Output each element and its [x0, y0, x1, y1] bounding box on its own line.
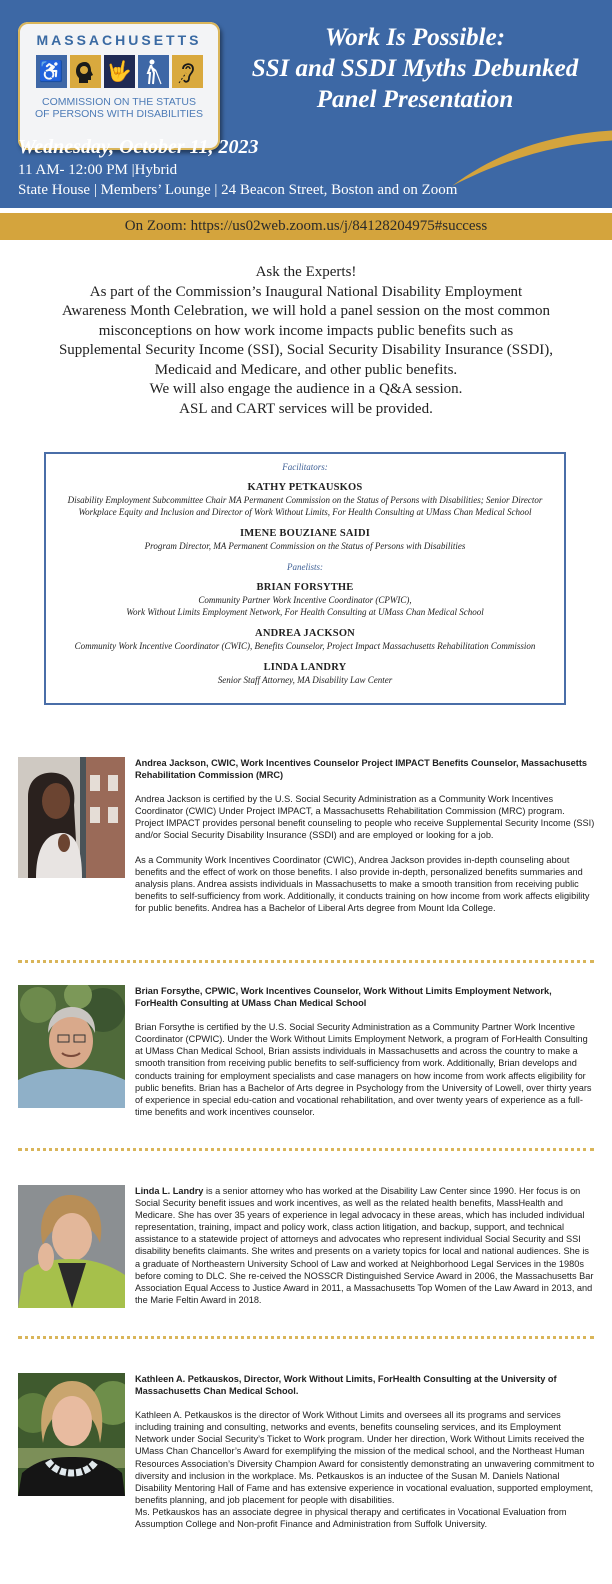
panelist-name: ANDREA JACKSON: [255, 628, 355, 639]
event-header: [0, 0, 612, 208]
zoom-link[interactable]: On Zoom: https://us02web.zoom.us/j/84128204975#success: [124, 218, 488, 234]
facilitator-name: IMENE BOUZIANE SAIDI: [239, 528, 371, 539]
bio-paragraph: [135, 1185, 595, 1306]
facilitator-role: [46, 540, 564, 552]
event-title-line-1: Work Is Possible:: [324, 24, 506, 51]
brain-head-icon: [70, 55, 101, 88]
dotted-divider: [18, 1148, 594, 1151]
intro-line: We will also engage the audience in a Q&A session.: [149, 381, 463, 397]
zoom-link-bar[interactable]: [0, 213, 612, 240]
role-line: Program Director, MA Permanent Commission on the Status of Persons with Disabilities: [144, 541, 466, 551]
wheelchair-icon: ♿: [36, 55, 67, 88]
andrea-jackson-photo: [18, 757, 125, 878]
bio-kathleen-petkauskos: [135, 1373, 595, 1530]
event-description: [20, 263, 592, 419]
gold-swoosh-decoration: [452, 128, 612, 188]
intro-line: Ask the Experts!: [255, 264, 357, 280]
intro-line: As part of the Commission’s Inaugural National Disability Employment: [89, 283, 523, 300]
logo-subtitle-line-1: COMMISSION ON THE STATUS: [41, 96, 196, 108]
dotted-divider: [18, 1336, 594, 1339]
panelist-name: BRIAN FORSYTHE: [256, 582, 354, 593]
speakers-box: [44, 452, 566, 705]
bio-paragraph: Brian Forsythe is certified by the U.S. Social Security Administration as a Community Partner Work Incentive Coordinator (CPWIC). Under the Work Without Limits Employment Network, a program of ForHealth Consulting at UMass Chan Medical School, Brian assists individuals in Massachusetts and across the country to make a smooth transition from receiving public benefits to self-sufficiency from work. Additionally, Brian develops and conducts training for employment specialists and case managers on how income from work affects eligibility for public benefits. Brian has a Bachelor of Arts degree in Psychology from the University of Lowell, over thirty years of experience in special edu-cation and vocational rehabilitation, and over twenty years of experience as a full-time benefits and work incentives counselor.: [135, 1022, 592, 1117]
role-line: Work Without Limits Employment Network, For Health Consulting at UMass Chan Medical School: [126, 607, 484, 617]
bio-heading: Andrea Jackson, CWIC, Work Incentives Counselor Project IMPACT Benefits Counselor, Massachusetts Rehabilitation Commission (MRC): [135, 758, 587, 781]
panelist-role: [46, 594, 564, 618]
logo-subtitle: [28, 96, 210, 120]
commission-logo: [18, 22, 220, 150]
logo-title: MASSACHUSETTS: [36, 32, 202, 48]
role-line: Community Work Incentive Coordinator (CWIC), Benefits Counselor, Project Impact Massachusetts Rehabilitation Commission: [74, 641, 536, 651]
sign-language-icon: 🤟: [104, 55, 135, 88]
bio-paragraph: Kathleen A. Petkauskos is the director of Work Without Limits and oversees all its programs and services including training and consulting, networks and events, benefits counseling services, and its Employment Network under Social Security’s Ticket to Work program. Under her direction, Work Without Limits received the UMass Chan Chancellor’s Award for exemplifying the mission of the medical school, and the Northeast Human Resources Association’s Diversity Champion Award for consistently demonstrating an unwavering commitment to diversity and inclusion in the workplace. Ms. Petkauskos is an inductee of the Susan M. Daniels National Disability Mentoring Hall of Fame and has extensive experience in vocational evaluation, supported employment, benefits planning, and job placement for people with disabilities.: [135, 1410, 595, 1505]
dotted-divider: [18, 960, 594, 963]
bio-paragraph: As a Community Work Incentives Coordinator (CWIC), Andrea Jackson provides in-depth counseling about benefits and the effect of work on those benefits. I also provide in-depth, personalized benefits summaries and analysis plans. Andrea assists individuals in Massachusetts to make a smooth transition from receiving public benefits to self-sufficiency from work. Additionally, it conducts training on how income from work affects eligibility for public benefits. Andrea has a Bachelor of Liberal Arts degree from Mount Ida College.: [135, 854, 590, 913]
facilitators-label: Facilitators:: [282, 462, 328, 472]
bio-linda-landry: [135, 1185, 595, 1306]
event-location: State House | Members’ Lounge | 24 Beacon Street, Boston and on Zoom: [18, 182, 458, 198]
intro-line: Supplemental Security Income (SSI), Social Security Disability Insurance (SSDI),: [58, 342, 554, 358]
logo-icons: [28, 55, 210, 88]
brian-forsythe-photo: [18, 985, 125, 1108]
facilitator-role: [46, 494, 564, 518]
bio-heading: Kathleen A. Petkauskos, Director, Work Without Limits, ForHealth Consulting at the University of Massachusetts Chan Medical School.: [135, 1374, 557, 1397]
panelist-role: [46, 674, 564, 686]
event-time: 11 AM- 12:00 PM |Hybrid: [18, 162, 178, 178]
linda-landry-photo: [18, 1185, 125, 1308]
event-title-line-3: Panel Presentation: [316, 86, 514, 113]
intro-line: ASL and CART services will be provided.: [179, 400, 433, 417]
event-title-line-2: SSI and SSDI Myths Debunked: [251, 55, 579, 82]
logo-subtitle-line-2: OF PERSONS WITH DISABILITIES: [34, 108, 204, 120]
bio-brian-forsythe: [135, 985, 595, 1118]
role-line: Disability Employment Subcommittee Chair MA Permanent Commission on the Status of Persons with Disabilities; Senior Director: [67, 495, 543, 505]
hearing-ear-icon: [172, 55, 203, 88]
kathleen-petkauskos-photo: [18, 1373, 125, 1496]
intro-line: misconceptions on how work income impacts public benefits such as: [98, 322, 514, 339]
role-line: Community Partner Work Incentive Coordinator (CPWIC),: [198, 595, 412, 605]
panelist-name: LINDA LANDRY: [263, 662, 347, 673]
panelists-label: Panelists:: [287, 562, 323, 572]
role-line: Senior Staff Attorney, MA Disability Law Center: [217, 675, 393, 685]
role-line: Workplace Equity and Inclusion and Director of Work Without Limits, For Health Consulting at UMass Chan Medical School: [78, 507, 532, 517]
event-title: [225, 22, 605, 115]
intro-line: Awareness Month Celebration, we will hold a panel session on the most common: [61, 303, 551, 319]
blind-cane-icon: [138, 55, 169, 88]
bio-paragraph-text: is a senior attorney who has worked at the Disability Law Center since 1990. Her focus is on Social Security benefit issues and work incentives, as well as the related health benefits, MassHealth and Medicare. She has over 35 years of experience in legal advocacy in these areas, which has included individual representation, training, impact and policy work, class action litigation, and backup, support, and technical assistance to a statewide project of attorneys and advocates who represent individual Social Security and SSI disability benefits claimants. She writes and presents on a variety topics for local and national audiences. She is a graduate of Northeastern University School of Law and worked at Neighborhood Legal Services in the 1980s before coming to DLC. She re-ceived the NOSSCR Distinguished Service Award in 2006, the Massachusetts Bar Association Equal Access to Justice Award in 2011, a Massachusetts Top Women of the Law Award in 2013, and the Marie Feltin Award in 2018.: [135, 1186, 594, 1305]
bio-paragraph: Andrea Jackson is certified by the U.S. Social Security Administration as a Community Work Incentives Coordinator (CWIC) Under Project IMPACT, a Massachusetts Rehabilitation Commission (MRC) program. Project IMPACT provides personal benefit counseling to people who receive Supplemental Security Income (SSI) and/or Social Security Disability Insurance (SSDI) and are employed or looking for a job.: [135, 794, 595, 841]
bio-paragraph: Ms. Petkauskos has an associate degree in physical therapy and certificates in Vocational Evaluation from Assumption College and Non-profit Finance and Administration from Suffolk University.: [135, 1506, 567, 1530]
bio-heading: Brian Forsythe, CPWIC, Work Incentives Counselor, Work Without Limits Employment Network, ForHealth Consulting at UMass Chan Medical School: [135, 986, 552, 1009]
intro-line: Medicaid and Medicare, and other public benefits.: [154, 361, 458, 378]
event-date: Wednesday, October 11, 2023: [18, 136, 259, 158]
panelist-role: [46, 640, 564, 652]
facilitator-name: KATHY PETKAUSKOS: [247, 482, 363, 493]
bio-andrea-jackson: [135, 757, 595, 914]
bio-lead-name: Linda L. Landry: [135, 1186, 204, 1196]
